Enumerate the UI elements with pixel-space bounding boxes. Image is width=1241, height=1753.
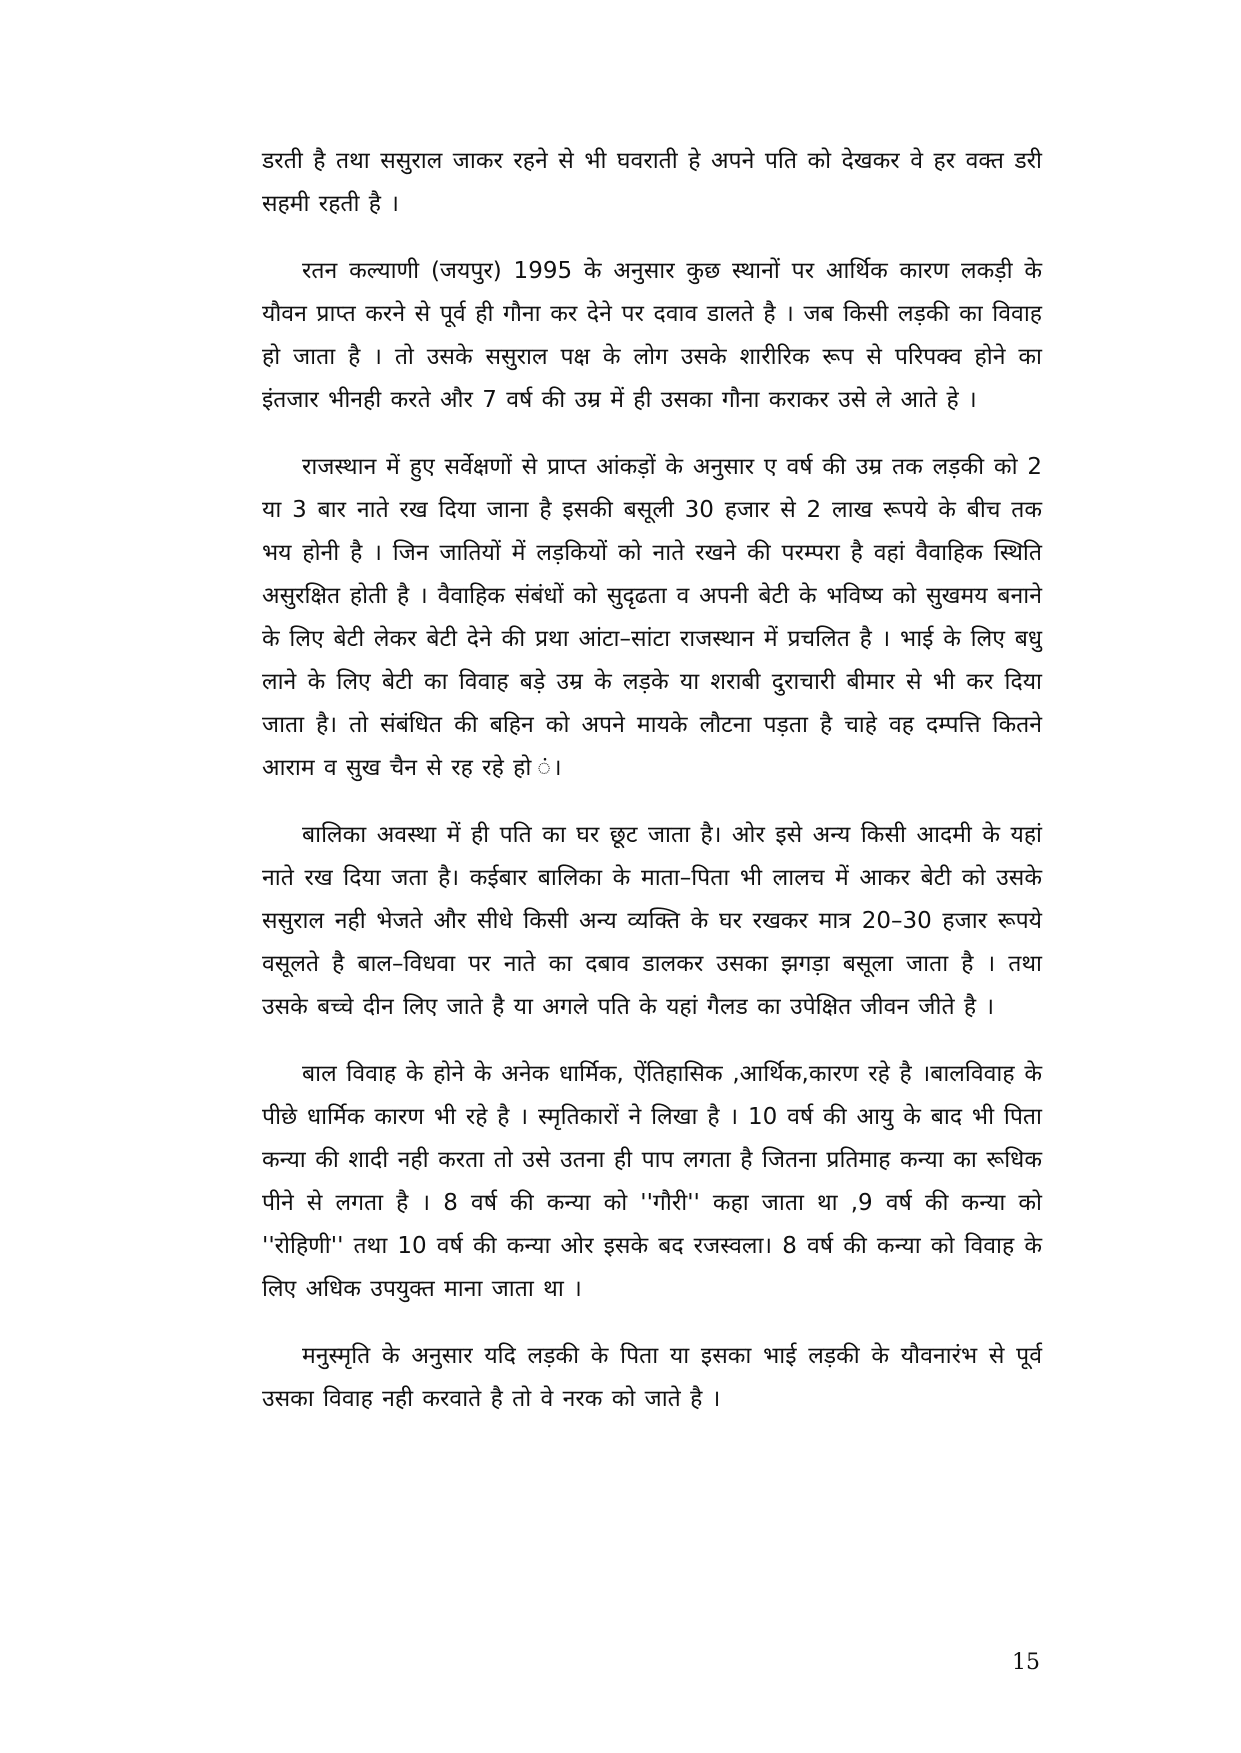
paragraph-6: मनुस्मृति के अनुसार यदि लड़की के पिता या इसका भाई लड़की के यौवनारंभ से पूर्व उसका विवाह नही करवाते है तो वे नरक को जाते है । [262, 1343, 1042, 1412]
paragraph-5: बाल विवाह के होने के अनेक धार्मिक, ऐंतिहासिक ,आर्थिक,कारण रहे है ।बालविवाह के पीछे धार्मिक कारण भी रहे है । स्मृतिकारों ने लिखा है । 10 वर्ष की आयु के बाद भी पिता कन्या की शादी नही करता तो उसे उतना ही पाप लगता है जितना प्रतिमाह कन्या का रूधिक पीने से लगता है । 8 वर्ष की कन्या को ''गौरी'' कहा जाता था ,9 वर्ष की कन्या को ''रोहिणी'' तथा 10 वर्ष की कन्या ओर इसके बद रजस्वला। 8 वर्ष की कन्या को विवाह के लिए अधिक उपयुक्त माना जाता था । [262, 1061, 1042, 1302]
body-text [262, 140, 1042, 1445]
paragraph-4: बालिका अवस्था में ही पति का घर छूट जाता है। ओर इसे अन्य किसी आदमी के यहां नाते रख दिया जता है। कईबार बालिका के माता–पिता भी लालच में आकर बेटी को उसके ससुराल नही भेजते और सीधे किसी अन्य व्यक्ति के घर रखकर मात्र 20–30 हजार रूपये वसूलते है बाल–विधवा पर नाते का दबाव डालकर उसका झगड़ा बसूला जाता है । तथा उसके बच्चे दीन लिए जाते है या अगले पति के यहां गैलड का उपेक्षित जीवन जीते है । [262, 822, 1042, 1020]
paragraph-3: राजस्थान में हुए सर्वेक्षणों से प्राप्त आंकड़ों के अनुसार ए वर्ष की उम्र तक लड़की को 2 या 3 बार नाते रख दिया जाना है इसकी बसूली 30 हजार से 2 लाख रूपये के बीच तक भय होनी है । जिन जातियों में लड़कियों को नाते रखने की परम्परा है वहां वैवाहिक स्थिति असुरक्षित होती है । वैवाहिक संबंधों को सुदृढता व अपनी बेटी के भविष्य को सुखमय बनाने के लिए बेटी लेकर बेटी देने की प्रथा आंटा–सांटा राजस्थान में प्रचलित है । भाई के लिए बधु लाने के लिए बेटी का विवाह बड़े उम्र के लड़के या शराबी दुराचारी बीमार से भी कर दिया जाता है। तो संबंधित की बहिन को अपने मायके लौटना पड़ता है चाहे वह दम्पत्ति कितने आराम व सुख चैन से रह रहे हो ं। [262, 454, 1042, 781]
paragraph-2: रतन कल्याणी (जयपुर) 1995 के अनुसार कुछ स्थानों पर आर्थिक कारण लकड़ी के यौवन प्राप्त करने से पूर्व ही गौना कर देने पर दवाव डालते है । जब किसी लड़की का विवाह हो जाता है । तो उसके ससुराल पक्ष के लोग उसके शारीरिक रूप से परिपक्व होने का इंतजार भीनही करते और 7 वर्ष की उम्र में ही उसका गौना कराकर उसे ले आते हे । [262, 258, 1042, 413]
paragraph-1: डरती है तथा ससुराल जाकर रहने से भी घवराती हे अपने पति को देखकर वे हर वक्त डरी सहमी रहती है । [262, 148, 1042, 217]
page-number: 15 [1012, 1650, 1040, 1675]
